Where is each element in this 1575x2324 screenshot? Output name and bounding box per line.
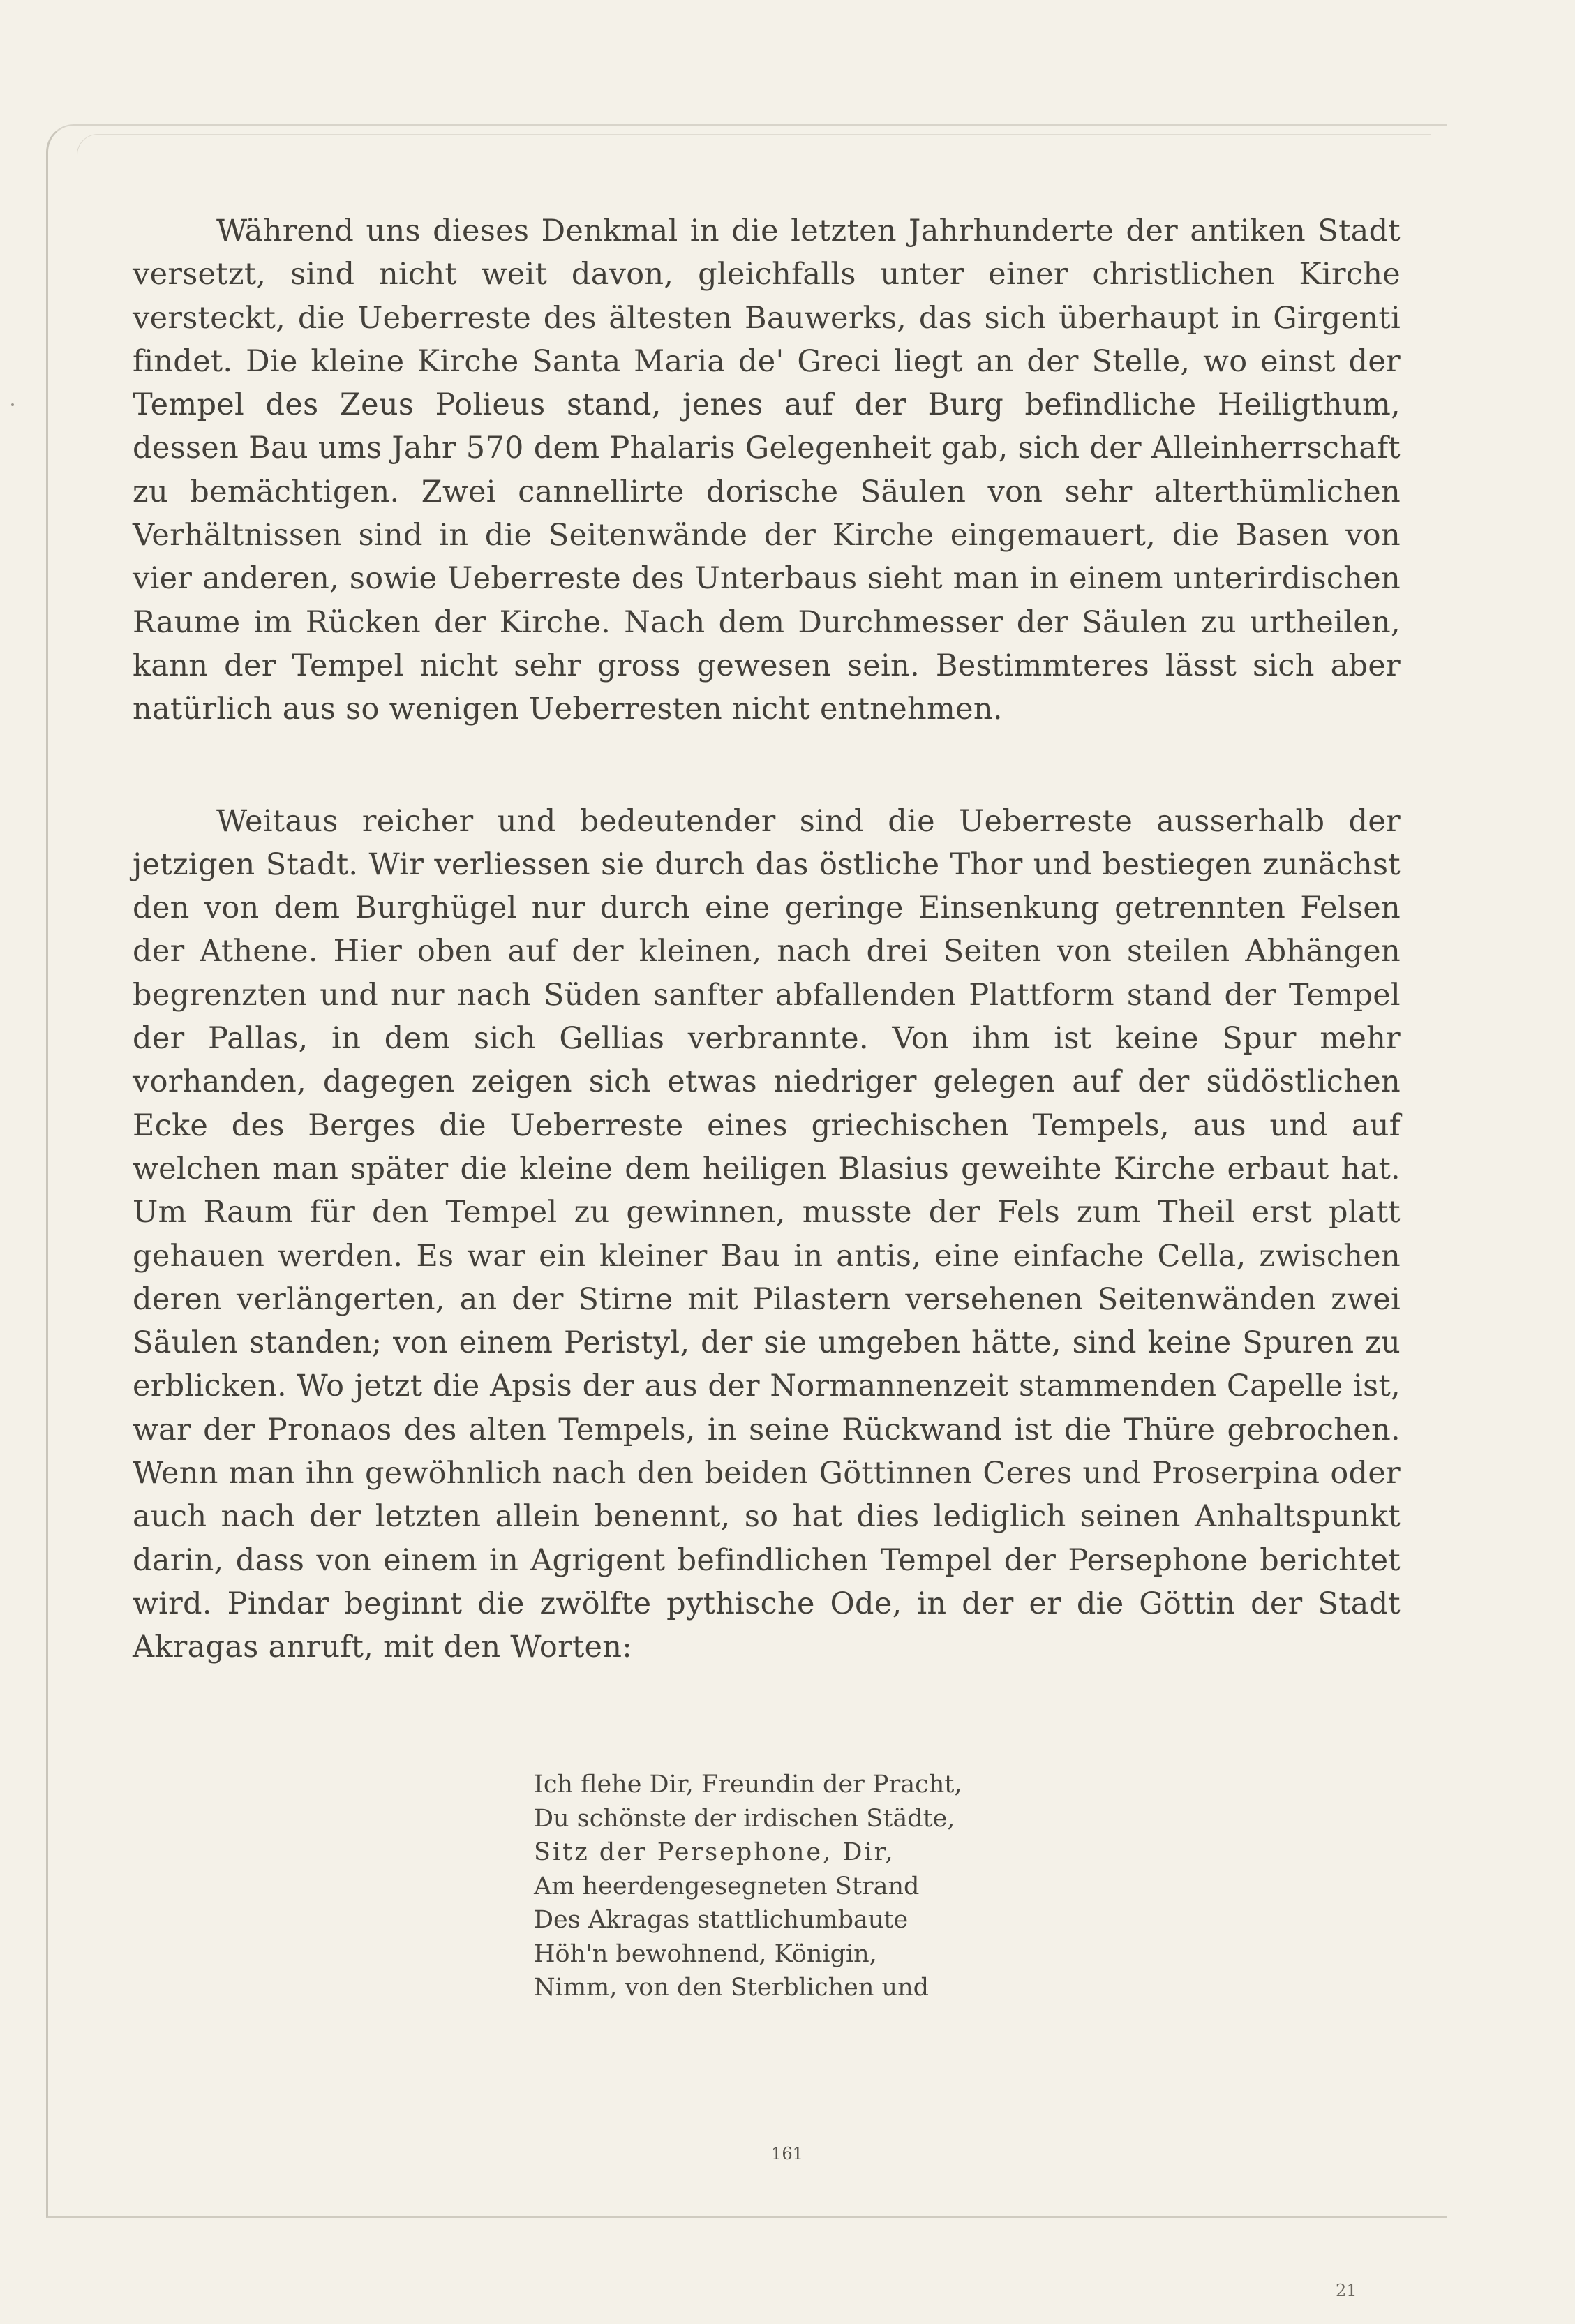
- paragraph-1: Während uns dieses Denkmal in die letzten Jahrhunderte der antiken Stadt versetzt, sind nicht weit davon, gleichfalls unter einer christlichen Kirche versteckt, die Ueberreste des ältesten Bauwerks, das sich überhaupt in Girgenti findet. Die kleine Kirche Santa Maria de' Greci liegt an der Stelle, wo einst der Tempel des Zeus Polieus stand, jenes auf der Burg befindliche Heiligthum, dessen Bau ums Jahr 570 dem Phalaris Gelegenheit gab, sich der Alleinherrschaft zu bemächtigen. Zwei cannellirte dorische Säulen von sehr alterthümlichen Verhältnissen sind in die Seitenwände der Kirche eingemauert, die Basen von vier anderen, sowie Ueberreste des Unterbaus sieht man in einem unterirdischen Raume im Rücken der Kirche. Nach dem Durchmesser der Säulen zu urtheilen, kann der Tempel nicht sehr gross gewesen sein. Bestimmteres lässt sich aber natürlich aus so wenigen Ueberresten nicht entnehmen.: [133, 214, 1401, 727]
- poem-line: Ich flehe Dir, Freundin der Pracht,: [534, 1771, 962, 1798]
- poem-line: Nimm, von den Sterblichen und: [534, 1974, 930, 2002]
- body-text: [133, 209, 1401, 1669]
- paper-speck: [11, 403, 14, 406]
- page-number: 161: [771, 2144, 803, 2163]
- poem-line: Des Akragas stattlichumbaute: [534, 1906, 909, 1934]
- poem-line: Sitz der Persephone, Dir,: [534, 1838, 895, 1866]
- poem-quotation: [534, 1768, 962, 2005]
- signature-mark: 21: [1336, 2281, 1357, 2300]
- poem-line: Du schönste der irdischen Städte,: [534, 1804, 955, 1833]
- paragraph-2: Weitaus reicher und bedeutender sind die Ueberreste ausserhalb der jetzigen Stadt. Wir verliessen sie durch das östliche Thor und bestiegen zunächst den von dem Burghügel nur durch eine geringe Einsenkung getrennten Felsen der Athene. Hier oben auf der kleinen, nach drei Seiten von steilen Abhängen begrenzten und nur nach Süden sanfter abfallenden Plattform stand der Tempel der Pallas, in dem sich Gellias verbrannte. Von ihm ist keine Spur mehr vorhanden, dagegen zeigen sich etwas niedriger gelegen auf der südöstlichen Ecke des Berges die Ueberreste eines griechischen Tempels, aus und auf welchen man später die kleine dem heiligen Blasius geweihte Kirche erbaut hat. Um Raum für den Tempel zu gewinnen, musste der Fels zum Theil erst platt gehauen werden. Es war ein kleiner Bau in antis, eine einfache Cella, zwischen deren verlängerten, an der Stirne mit Pilastern versehenen Seitenwänden zwei Säulen standen; von einem Peristyl, der sie umgeben hätte, sind keine Spuren zu erblicken. Wo jetzt die Apsis der aus der Normannenzeit stammenden Capelle ist, war der Pronaos des alten Tempels, in seine Rückwand ist die Thüre gebrochen. Wenn man ihn gewöhnlich nach den beiden Göttinnen Ceres und Proserpina oder auch nach der letzten allein benennt, so hat dies lediglich seinen Anhaltspunkt darin, dass von einem in Agrigent befindlichen Tempel der Persephone berichtet wird. Pindar beginnt die zwölfte pythische Ode, in der er die Göttin der Stadt Akragas anruft, mit den Worten:: [133, 803, 1401, 1665]
- poem-line: Höh'n bewohnend, Königin,: [534, 1939, 877, 1968]
- poem-line: Am heerdengesegneten Strand: [534, 1872, 920, 1900]
